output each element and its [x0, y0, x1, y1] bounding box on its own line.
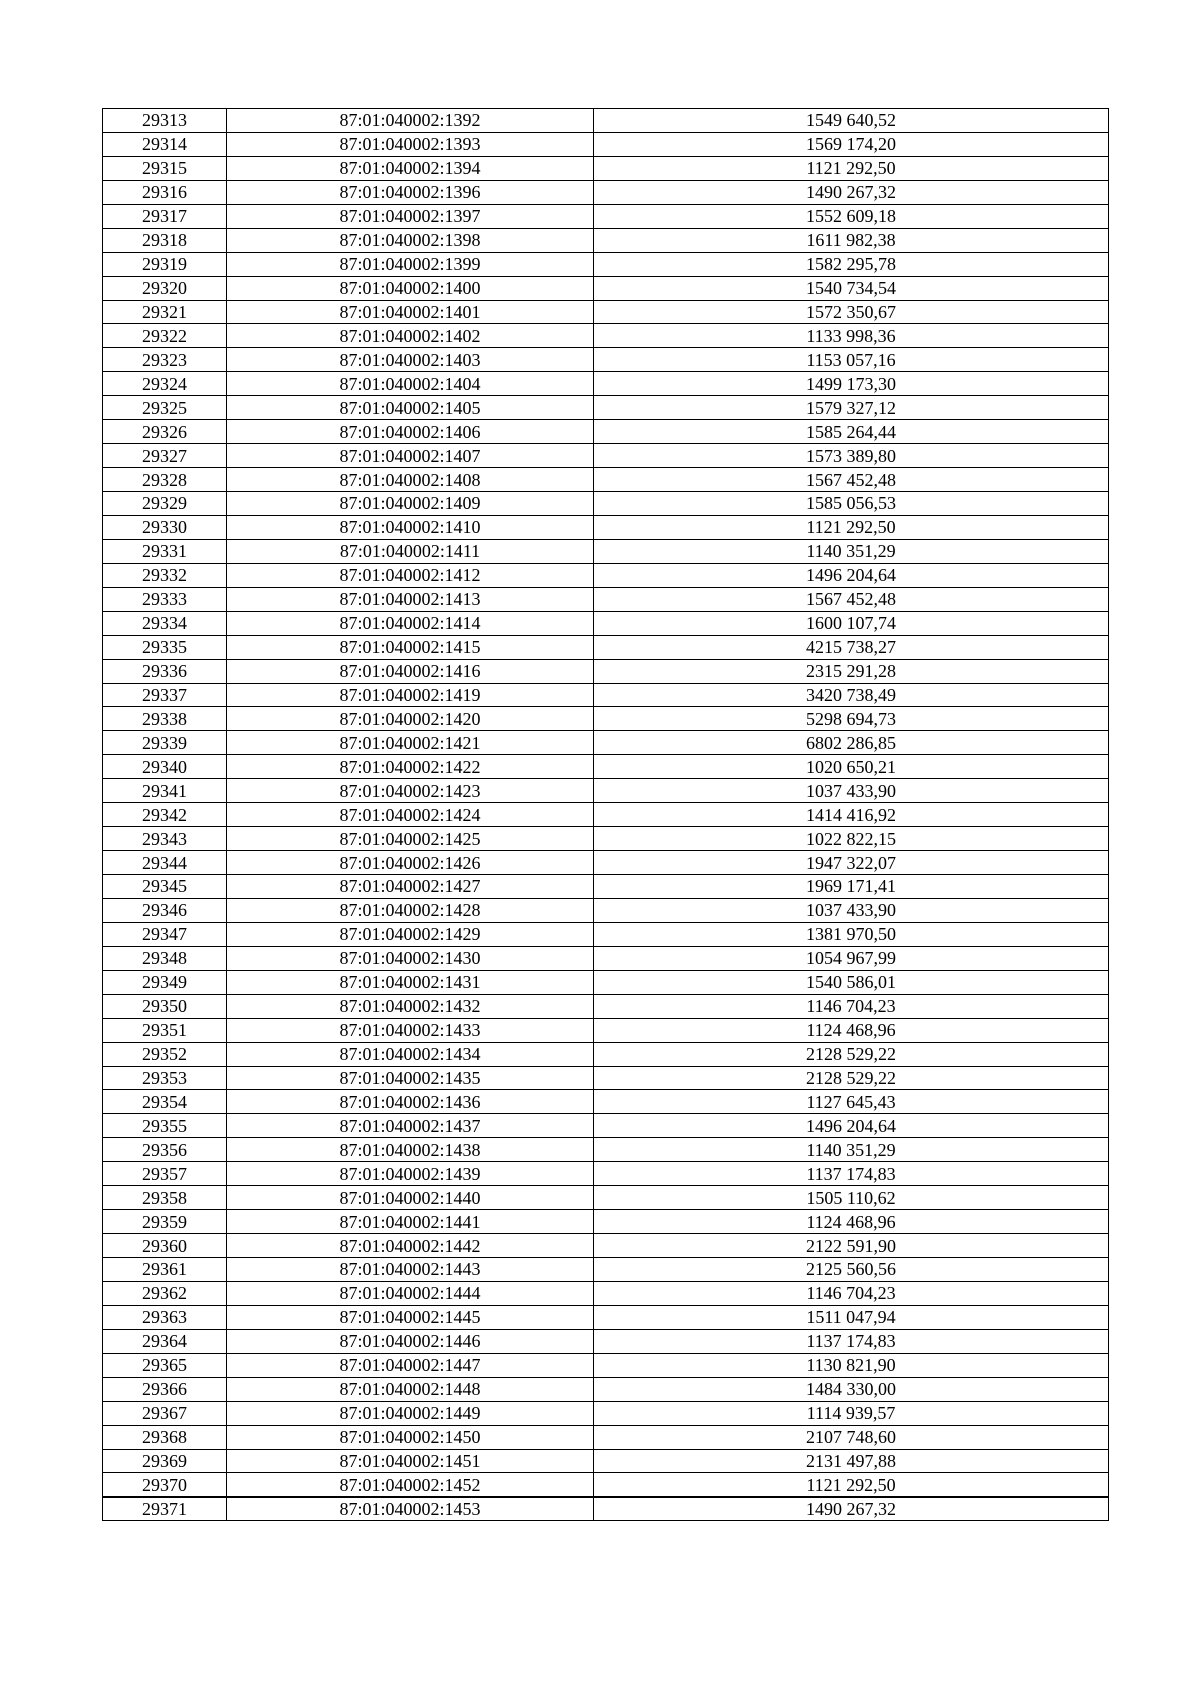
- table-row: [103, 803, 1109, 827]
- cadastral-number-cell: 87:01:040002:1439: [227, 1162, 594, 1186]
- cadastral-number-cell: 87:01:040002:1432: [227, 994, 594, 1018]
- table-row: [103, 180, 1109, 204]
- cadastral-number-cell: 87:01:040002:1442: [227, 1234, 594, 1258]
- cadastral-value-cell: 1573 389,80: [594, 444, 1109, 468]
- row-number-cell: 29348: [103, 946, 227, 970]
- row-number-cell: 29349: [103, 970, 227, 994]
- table-row: [103, 611, 1109, 635]
- table-row: [103, 755, 1109, 779]
- cadastral-value-cell: 1947 322,07: [594, 851, 1109, 875]
- cadastral-value-cell: 1611 982,38: [594, 228, 1109, 252]
- cadastral-value-cell: 1567 452,48: [594, 587, 1109, 611]
- cadastral-number-cell: 87:01:040002:1427: [227, 875, 594, 899]
- cadastral-number-cell: 87:01:040002:1428: [227, 898, 594, 922]
- table-row: [103, 492, 1109, 516]
- table-row: [103, 1042, 1109, 1066]
- cadastral-value-cell: 1133 998,36: [594, 324, 1109, 348]
- table-row: [103, 300, 1109, 324]
- cadastral-value-cell: 1121 292,50: [594, 515, 1109, 539]
- cadastral-value-cell: 1137 174,83: [594, 1162, 1109, 1186]
- cadastral-number-cell: 87:01:040002:1444: [227, 1281, 594, 1305]
- row-number-cell: 29317: [103, 204, 227, 228]
- table-row: [103, 970, 1109, 994]
- cadastral-number-cell: 87:01:040002:1431: [227, 970, 594, 994]
- row-number-cell: 29327: [103, 444, 227, 468]
- cadastral-number-cell: 87:01:040002:1436: [227, 1090, 594, 1114]
- table-row: [103, 563, 1109, 587]
- cadastral-number-cell: 87:01:040002:1421: [227, 731, 594, 755]
- row-number-cell: 29315: [103, 156, 227, 180]
- cadastral-number-cell: 87:01:040002:1426: [227, 851, 594, 875]
- row-number-cell: 29324: [103, 372, 227, 396]
- row-number-cell: 29340: [103, 755, 227, 779]
- table-row: [103, 707, 1109, 731]
- table-row: [103, 994, 1109, 1018]
- row-number-cell: 29368: [103, 1425, 227, 1449]
- cadastral-number-cell: 87:01:040002:1392: [227, 109, 594, 133]
- row-number-cell: 29345: [103, 875, 227, 899]
- row-number-cell: 29365: [103, 1353, 227, 1377]
- row-number-cell: 29355: [103, 1114, 227, 1138]
- table-row: [103, 1329, 1109, 1353]
- table-row: [103, 1162, 1109, 1186]
- cadastral-number-cell: 87:01:040002:1438: [227, 1138, 594, 1162]
- cadastral-number-cell: 87:01:040002:1399: [227, 252, 594, 276]
- cadastral-value-cell: 1114 939,57: [594, 1401, 1109, 1425]
- cadastral-number-cell: 87:01:040002:1446: [227, 1329, 594, 1353]
- table-row: [103, 1305, 1109, 1329]
- cadastral-value-cell: 2315 291,28: [594, 659, 1109, 683]
- row-number-cell: 29339: [103, 731, 227, 755]
- row-number-cell: 29323: [103, 348, 227, 372]
- cadastral-value-cell: 1540 586,01: [594, 970, 1109, 994]
- row-number-cell: 29337: [103, 683, 227, 707]
- table-row: [103, 1066, 1109, 1090]
- cadastral-number-cell: 87:01:040002:1437: [227, 1114, 594, 1138]
- cadastral-value-cell: 1569 174,20: [594, 132, 1109, 156]
- table-row: [103, 372, 1109, 396]
- cadastral-value-cell: 1153 057,16: [594, 348, 1109, 372]
- cadastral-value-cell: 1020 650,21: [594, 755, 1109, 779]
- table-row: [103, 1090, 1109, 1114]
- row-number-cell: 29313: [103, 109, 227, 133]
- cadastral-value-table: [102, 108, 1109, 1521]
- cadastral-value-cell: 1146 704,23: [594, 1281, 1109, 1305]
- row-number-cell: 29335: [103, 635, 227, 659]
- row-number-cell: 29353: [103, 1066, 227, 1090]
- cadastral-value-cell: 1549 640,52: [594, 109, 1109, 133]
- cadastral-value-cell: 1499 173,30: [594, 372, 1109, 396]
- cadastral-value-cell: 1567 452,48: [594, 468, 1109, 492]
- cadastral-number-cell: 87:01:040002:1448: [227, 1377, 594, 1401]
- cadastral-number-cell: 87:01:040002:1405: [227, 396, 594, 420]
- cadastral-number-cell: 87:01:040002:1443: [227, 1258, 594, 1282]
- row-number-cell: 29369: [103, 1449, 227, 1473]
- cadastral-number-cell: 87:01:040002:1430: [227, 946, 594, 970]
- cadastral-number-cell: 87:01:040002:1404: [227, 372, 594, 396]
- cadastral-value-cell: 1124 468,96: [594, 1210, 1109, 1234]
- cadastral-number-cell: 87:01:040002:1450: [227, 1425, 594, 1449]
- cadastral-value-cell: 1540 734,54: [594, 276, 1109, 300]
- row-number-cell: 29344: [103, 851, 227, 875]
- cadastral-number-cell: 87:01:040002:1424: [227, 803, 594, 827]
- table-row: [103, 587, 1109, 611]
- row-number-cell: 29359: [103, 1210, 227, 1234]
- table-row: [103, 444, 1109, 468]
- row-number-cell: 29329: [103, 492, 227, 516]
- table-row: [103, 635, 1109, 659]
- cadastral-number-cell: 87:01:040002:1414: [227, 611, 594, 635]
- table-row: [103, 156, 1109, 180]
- cadastral-number-cell: 87:01:040002:1416: [227, 659, 594, 683]
- table-row: [103, 132, 1109, 156]
- table-row: [103, 731, 1109, 755]
- cadastral-number-cell: 87:01:040002:1433: [227, 1018, 594, 1042]
- cadastral-number-cell: 87:01:040002:1425: [227, 827, 594, 851]
- cadastral-number-cell: 87:01:040002:1409: [227, 492, 594, 516]
- cadastral-number-cell: 87:01:040002:1400: [227, 276, 594, 300]
- row-number-cell: 29338: [103, 707, 227, 731]
- cadastral-value-cell: 1505 110,62: [594, 1186, 1109, 1210]
- cadastral-value-cell: 1490 267,32: [594, 180, 1109, 204]
- cadastral-number-cell: 87:01:040002:1419: [227, 683, 594, 707]
- table-row: [103, 1401, 1109, 1425]
- table-row: [103, 396, 1109, 420]
- table-row: [103, 228, 1109, 252]
- table-row: [103, 1186, 1109, 1210]
- cadastral-value-cell: 1124 468,96: [594, 1018, 1109, 1042]
- cadastral-value-cell: 1121 292,50: [594, 1473, 1109, 1497]
- cadastral-value-cell: 2128 529,22: [594, 1066, 1109, 1090]
- row-number-cell: 29316: [103, 180, 227, 204]
- cadastral-number-cell: 87:01:040002:1396: [227, 180, 594, 204]
- row-number-cell: 29343: [103, 827, 227, 851]
- row-number-cell: 29366: [103, 1377, 227, 1401]
- cadastral-value-cell: 1582 295,78: [594, 252, 1109, 276]
- cadastral-value-cell: 1496 204,64: [594, 563, 1109, 587]
- cadastral-number-cell: 87:01:040002:1413: [227, 587, 594, 611]
- row-number-cell: 29361: [103, 1258, 227, 1282]
- table-row: [103, 827, 1109, 851]
- cadastral-number-cell: 87:01:040002:1410: [227, 515, 594, 539]
- cadastral-value-cell: 1127 645,43: [594, 1090, 1109, 1114]
- cadastral-number-cell: 87:01:040002:1411: [227, 539, 594, 563]
- cadastral-value-cell: 6802 286,85: [594, 731, 1109, 755]
- cadastral-value-cell: 2125 560,56: [594, 1258, 1109, 1282]
- table-row: [103, 898, 1109, 922]
- row-number-cell: 29367: [103, 1401, 227, 1425]
- cadastral-number-cell: 87:01:040002:1406: [227, 420, 594, 444]
- cadastral-number-cell: 87:01:040002:1422: [227, 755, 594, 779]
- table-row: [103, 539, 1109, 563]
- row-number-cell: 29342: [103, 803, 227, 827]
- cadastral-value-cell: 1414 416,92: [594, 803, 1109, 827]
- cadastral-value-cell: 1969 171,41: [594, 875, 1109, 899]
- cadastral-value-cell: 1381 970,50: [594, 922, 1109, 946]
- cadastral-number-cell: 87:01:040002:1408: [227, 468, 594, 492]
- table-row: [103, 324, 1109, 348]
- cadastral-value-cell: 1585 264,44: [594, 420, 1109, 444]
- cadastral-value-cell: 1490 267,32: [594, 1497, 1109, 1521]
- cadastral-value-cell: 1037 433,90: [594, 898, 1109, 922]
- cadastral-number-cell: 87:01:040002:1423: [227, 779, 594, 803]
- row-number-cell: 29336: [103, 659, 227, 683]
- row-number-cell: 29371: [103, 1497, 227, 1521]
- cadastral-value-cell: 1022 822,15: [594, 827, 1109, 851]
- cadastral-number-cell: 87:01:040002:1394: [227, 156, 594, 180]
- row-number-cell: 29354: [103, 1090, 227, 1114]
- table-row: [103, 1281, 1109, 1305]
- table-row: [103, 779, 1109, 803]
- row-number-cell: 29357: [103, 1162, 227, 1186]
- row-number-cell: 29360: [103, 1234, 227, 1258]
- table-row: [103, 1234, 1109, 1258]
- cadastral-value-cell: 2131 497,88: [594, 1449, 1109, 1473]
- table-row: [103, 1258, 1109, 1282]
- cadastral-value-cell: 2122 591,90: [594, 1234, 1109, 1258]
- row-number-cell: 29330: [103, 515, 227, 539]
- row-number-cell: 29333: [103, 587, 227, 611]
- cadastral-value-cell: 1600 107,74: [594, 611, 1109, 635]
- cadastral-value-cell: 1130 821,90: [594, 1353, 1109, 1377]
- cadastral-value-cell: 1585 056,53: [594, 492, 1109, 516]
- cadastral-value-cell: 1579 327,12: [594, 396, 1109, 420]
- cadastral-number-cell: 87:01:040002:1440: [227, 1186, 594, 1210]
- cadastral-value-cell: 1137 174,83: [594, 1329, 1109, 1353]
- table-row: [103, 1497, 1109, 1521]
- table-row: [103, 109, 1109, 133]
- cadastral-value-cell: 1572 350,67: [594, 300, 1109, 324]
- cadastral-value-cell: 3420 738,49: [594, 683, 1109, 707]
- table-row: [103, 875, 1109, 899]
- cadastral-value-cell: 4215 738,27: [594, 635, 1109, 659]
- cadastral-number-cell: 87:01:040002:1398: [227, 228, 594, 252]
- cadastral-number-cell: 87:01:040002:1451: [227, 1449, 594, 1473]
- row-number-cell: 29350: [103, 994, 227, 1018]
- cadastral-value-cell: 1496 204,64: [594, 1114, 1109, 1138]
- cadastral-number-cell: 87:01:040002:1403: [227, 348, 594, 372]
- cadastral-number-cell: 87:01:040002:1453: [227, 1497, 594, 1521]
- cadastral-number-cell: 87:01:040002:1407: [227, 444, 594, 468]
- cadastral-value-cell: 2107 748,60: [594, 1425, 1109, 1449]
- cadastral-number-cell: 87:01:040002:1412: [227, 563, 594, 587]
- cadastral-value-cell: 1037 433,90: [594, 779, 1109, 803]
- cadastral-number-cell: 87:01:040002:1452: [227, 1473, 594, 1497]
- table-row: [103, 1138, 1109, 1162]
- cadastral-value-cell: 1140 351,29: [594, 539, 1109, 563]
- cadastral-number-cell: 87:01:040002:1397: [227, 204, 594, 228]
- row-number-cell: 29363: [103, 1305, 227, 1329]
- row-number-cell: 29322: [103, 324, 227, 348]
- table-row: [103, 1114, 1109, 1138]
- table-row: [103, 348, 1109, 372]
- row-number-cell: 29325: [103, 396, 227, 420]
- table-row: [103, 1377, 1109, 1401]
- cadastral-number-cell: 87:01:040002:1435: [227, 1066, 594, 1090]
- table-row: [103, 468, 1109, 492]
- cadastral-number-cell: 87:01:040002:1445: [227, 1305, 594, 1329]
- row-number-cell: 29334: [103, 611, 227, 635]
- table-row: [103, 1353, 1109, 1377]
- row-number-cell: 29358: [103, 1186, 227, 1210]
- row-number-cell: 29319: [103, 252, 227, 276]
- row-number-cell: 29318: [103, 228, 227, 252]
- row-number-cell: 29328: [103, 468, 227, 492]
- row-number-cell: 29341: [103, 779, 227, 803]
- row-number-cell: 29351: [103, 1018, 227, 1042]
- table-row: [103, 922, 1109, 946]
- table-row: [103, 1425, 1109, 1449]
- row-number-cell: 29314: [103, 132, 227, 156]
- cadastral-value-cell: 1146 704,23: [594, 994, 1109, 1018]
- cadastral-number-cell: 87:01:040002:1415: [227, 635, 594, 659]
- cadastral-number-cell: 87:01:040002:1447: [227, 1353, 594, 1377]
- table-row: [103, 515, 1109, 539]
- row-number-cell: 29346: [103, 898, 227, 922]
- table-row: [103, 420, 1109, 444]
- row-number-cell: 29364: [103, 1329, 227, 1353]
- cadastral-number-cell: 87:01:040002:1429: [227, 922, 594, 946]
- cadastral-number-cell: 87:01:040002:1441: [227, 1210, 594, 1234]
- table-row: [103, 1018, 1109, 1042]
- cadastral-value-cell: 5298 694,73: [594, 707, 1109, 731]
- cadastral-value-cell: 1140 351,29: [594, 1138, 1109, 1162]
- cadastral-number-cell: 87:01:040002:1420: [227, 707, 594, 731]
- table-row: [103, 683, 1109, 707]
- cadastral-number-cell: 87:01:040002:1401: [227, 300, 594, 324]
- cadastral-value-cell: 1484 330,00: [594, 1377, 1109, 1401]
- table-row: [103, 1473, 1109, 1497]
- cadastral-number-cell: 87:01:040002:1434: [227, 1042, 594, 1066]
- cadastral-value-cell: 2128 529,22: [594, 1042, 1109, 1066]
- table-row: [103, 946, 1109, 970]
- cadastral-value-cell: 1121 292,50: [594, 156, 1109, 180]
- row-number-cell: 29370: [103, 1473, 227, 1497]
- table-row: [103, 252, 1109, 276]
- table-body: [103, 109, 1109, 1521]
- table-row: [103, 204, 1109, 228]
- row-number-cell: 29326: [103, 420, 227, 444]
- row-number-cell: 29331: [103, 539, 227, 563]
- table-row: [103, 1449, 1109, 1473]
- cadastral-value-cell: 1552 609,18: [594, 204, 1109, 228]
- row-number-cell: 29362: [103, 1281, 227, 1305]
- cadastral-number-cell: 87:01:040002:1393: [227, 132, 594, 156]
- row-number-cell: 29352: [103, 1042, 227, 1066]
- row-number-cell: 29320: [103, 276, 227, 300]
- cadastral-number-cell: 87:01:040002:1402: [227, 324, 594, 348]
- row-number-cell: 29356: [103, 1138, 227, 1162]
- cadastral-number-cell: 87:01:040002:1449: [227, 1401, 594, 1425]
- table-row: [103, 659, 1109, 683]
- cadastral-value-cell: 1054 967,99: [594, 946, 1109, 970]
- row-number-cell: 29321: [103, 300, 227, 324]
- row-number-cell: 29332: [103, 563, 227, 587]
- table-row: [103, 276, 1109, 300]
- cadastral-value-cell: 1511 047,94: [594, 1305, 1109, 1329]
- table-row: [103, 1210, 1109, 1234]
- row-number-cell: 29347: [103, 922, 227, 946]
- table-row: [103, 851, 1109, 875]
